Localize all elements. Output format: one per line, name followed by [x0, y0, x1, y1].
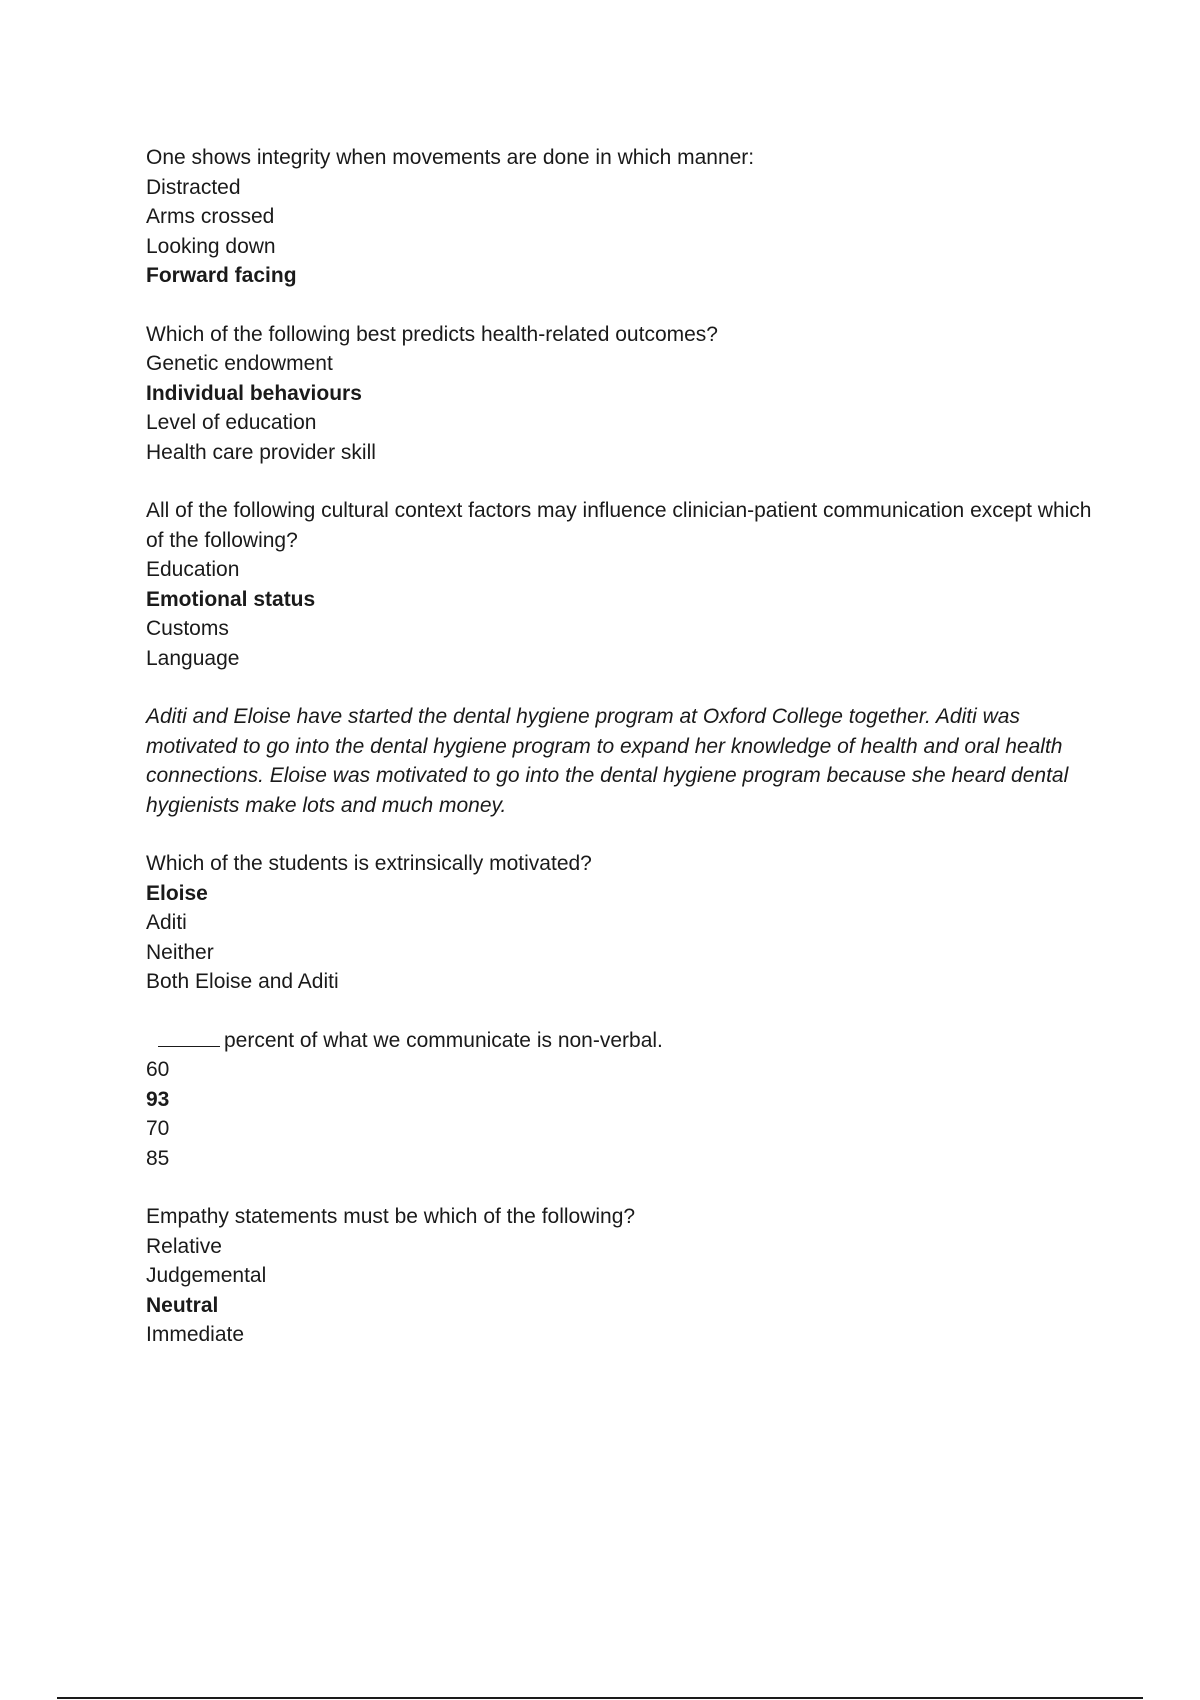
- answer-option: Looking down: [146, 234, 276, 258]
- answer-option: Genetic endowment: [146, 352, 333, 375]
- answer-option: Health care provider skill: [146, 440, 376, 464]
- answer-blank: [158, 1028, 220, 1047]
- question-prompt: Which of the students is extrinsically motivated?: [146, 852, 592, 875]
- answer-option: Judgemental: [146, 1264, 267, 1287]
- question-block: [146, 1202, 1096, 1350]
- correct-answer-option: 93: [146, 1087, 170, 1111]
- answer-option: 85: [146, 1146, 170, 1170]
- footer-divider: [57, 1697, 1143, 1699]
- answer-option: Distracted: [146, 175, 241, 199]
- question-block: [146, 1026, 1096, 1174]
- answer-option: Level of education: [146, 411, 317, 434]
- question-prompt: percent of what we communicate is non-verbal.: [224, 1028, 663, 1052]
- answer-option: Immediate: [146, 1323, 245, 1346]
- correct-answer-option: Emotional status: [146, 587, 316, 611]
- answer-option: 70: [146, 1117, 170, 1140]
- answer-option: Both Eloise and Aditi: [146, 970, 339, 993]
- answer-option: Education: [146, 558, 240, 581]
- answer-option: Neither: [146, 940, 214, 964]
- quiz-content: [146, 143, 1096, 1379]
- correct-answer-option: Neutral: [146, 1293, 219, 1317]
- question-prompt-line: [146, 1026, 1096, 1056]
- answer-option: Relative: [146, 1234, 222, 1258]
- answer-option: 60: [146, 1058, 170, 1081]
- question-prompt: All of the following cultural context factors may influence clinician-patient communication except which of the following?: [146, 499, 1098, 552]
- question-prompt: Which of the following best predicts health-related outcomes?: [146, 322, 718, 346]
- correct-answer-option: Individual behaviours: [146, 381, 362, 405]
- answer-option: Aditi: [146, 911, 187, 934]
- question-block: [146, 320, 1096, 468]
- question-prompt: Empathy statements must be which of the following?: [146, 1205, 636, 1228]
- answer-option: Customs: [146, 617, 229, 640]
- answer-option: Language: [146, 646, 240, 670]
- question-block: [146, 849, 1096, 997]
- scenario-paragraph: Aditi and Eloise have started the dental hygiene program at Oxford College together. Aditi was motivated to go into the dental hygiene program to expand her knowledge of health and oral health connections. Eloise was motivated to go into the dental hygiene program because she heard dental hygienists make lots and much money.: [146, 705, 1069, 817]
- question-block: [146, 496, 1096, 673]
- answer-option: Arms crossed: [146, 205, 275, 228]
- correct-answer-option: Eloise: [146, 881, 208, 905]
- correct-answer-option: Forward facing: [146, 264, 297, 287]
- question-prompt: One shows integrity when movements are done in which manner:: [146, 146, 755, 169]
- question-block: [146, 143, 1096, 291]
